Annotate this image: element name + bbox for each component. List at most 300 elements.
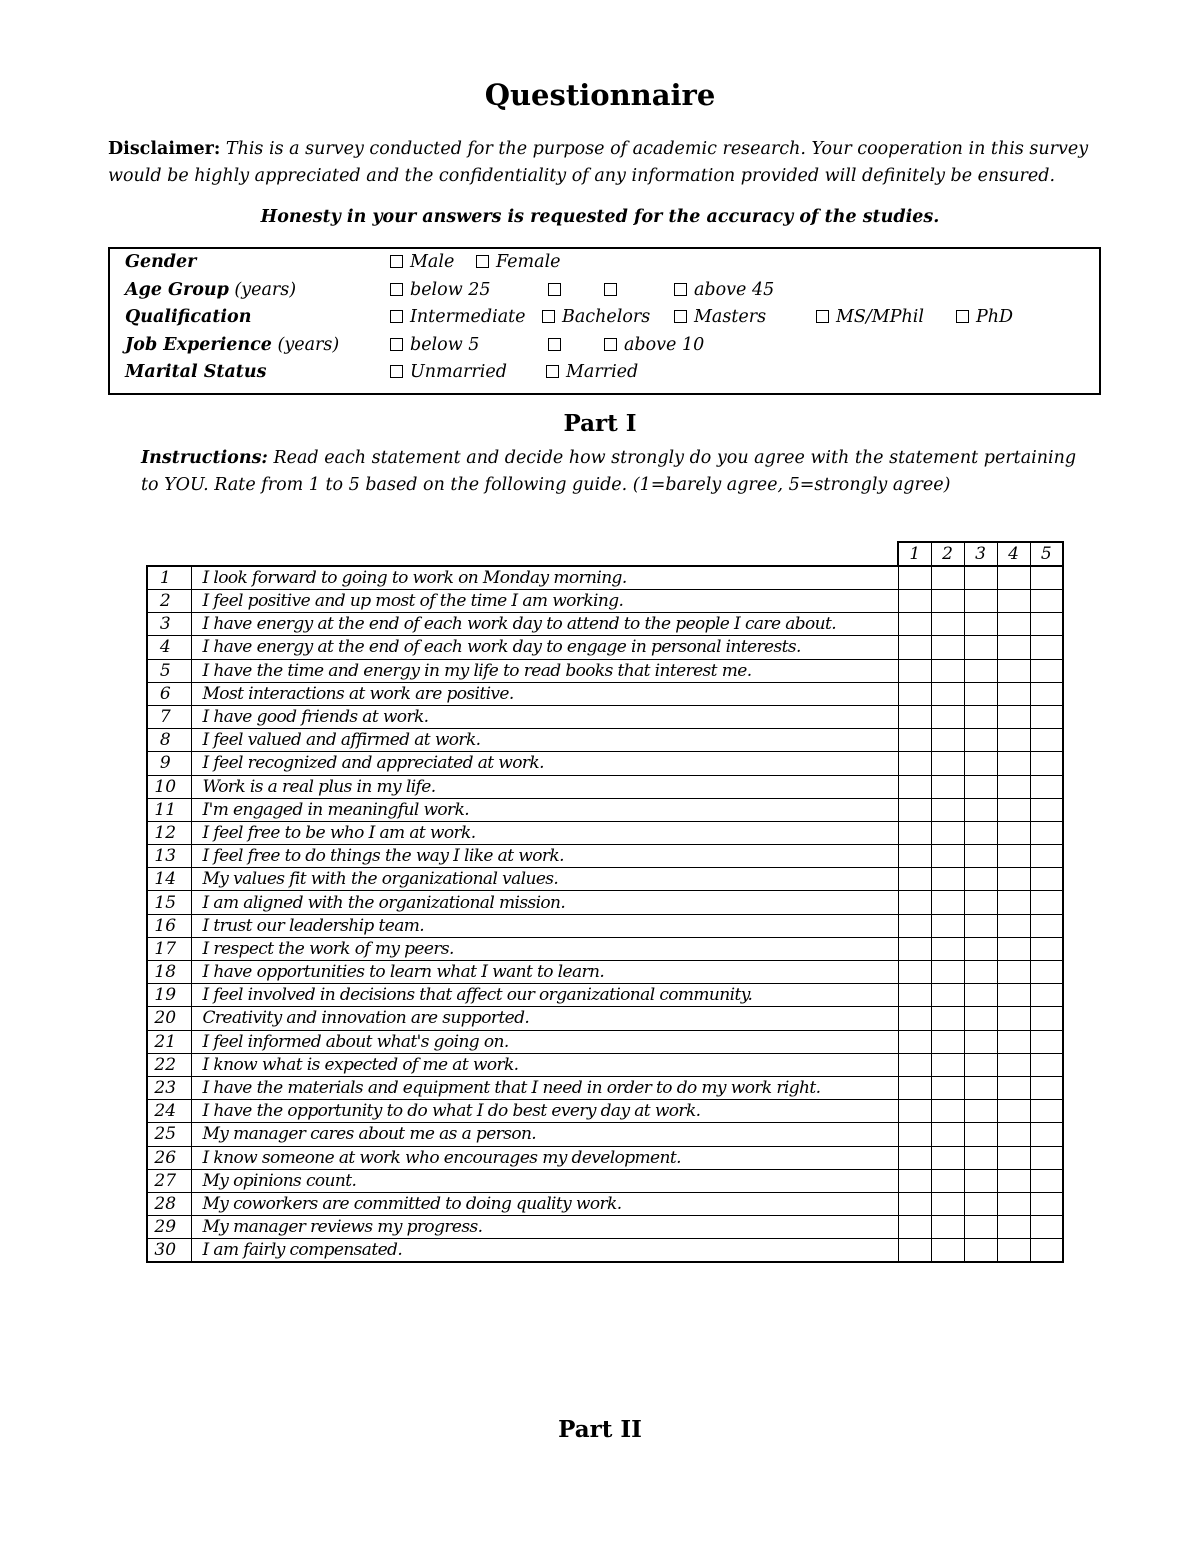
checkbox[interactable] [816, 310, 829, 323]
rating-cell-5[interactable] [1030, 613, 1063, 636]
statement-number: 2 [147, 590, 191, 613]
rating-cell-5[interactable] [1030, 1007, 1063, 1030]
instructions-label: Instructions: [141, 448, 268, 468]
statement-number: 14 [147, 868, 191, 891]
rating-cell-3[interactable] [964, 729, 997, 752]
rating-cell-4[interactable] [997, 1007, 1030, 1030]
experience-option-above-10[interactable]: above 10 [604, 335, 704, 355]
table-row [147, 961, 1063, 984]
statement-text: My opinions count. [191, 1169, 898, 1192]
statement-text: Most interactions at work are positive. [191, 682, 898, 705]
rating-cell-3[interactable] [964, 752, 997, 775]
rating-cell-5[interactable] [1030, 914, 1063, 937]
rating-cell-2[interactable] [931, 682, 964, 705]
rating-cell-3[interactable] [964, 937, 997, 960]
rating-cell-4[interactable] [997, 613, 1030, 636]
statement-number: 16 [147, 914, 191, 937]
statement-text: I have the opportunity to do what I do best every day at work. [191, 1100, 898, 1123]
checkbox[interactable] [390, 255, 403, 268]
rating-cell-4[interactable] [997, 984, 1030, 1007]
rating-cell-2[interactable] [931, 1146, 964, 1169]
statement-number: 4 [147, 636, 191, 659]
gender-row [110, 252, 1099, 278]
rating-cell-1[interactable] [898, 775, 931, 798]
rating-cell-3[interactable] [964, 845, 997, 868]
table-row [147, 1030, 1063, 1053]
rating-cell-5[interactable] [1030, 821, 1063, 844]
rating-cell-4[interactable] [997, 1216, 1030, 1239]
checkbox[interactable] [542, 310, 555, 323]
rating-cell-4[interactable] [997, 845, 1030, 868]
rating-cell-5[interactable] [1030, 1169, 1063, 1192]
table-row [147, 1076, 1063, 1099]
rating-cell-2[interactable] [931, 659, 964, 682]
rating-cell-1[interactable] [898, 891, 931, 914]
rating-cell-3[interactable] [964, 1169, 997, 1192]
gender-label: Gender [125, 252, 197, 272]
rating-cell-3[interactable] [964, 1239, 997, 1263]
rating-cell-2[interactable] [931, 914, 964, 937]
statement-text: Work is a real plus in my life. [191, 775, 898, 798]
rating-cell-3[interactable] [964, 961, 997, 984]
experience-label: Job Experience (years) [125, 335, 340, 355]
rating-cell-1[interactable] [898, 1053, 931, 1076]
rating-cell-1[interactable] [898, 1007, 931, 1030]
rating-table [146, 541, 1064, 1263]
gender-option-male[interactable]: Male [390, 252, 454, 272]
rating-cell-2[interactable] [931, 937, 964, 960]
age-option-below-25[interactable]: below 25 [390, 280, 491, 300]
rating-cell-5[interactable] [1030, 1100, 1063, 1123]
rating-cell-4[interactable] [997, 566, 1030, 590]
table-row [147, 1192, 1063, 1215]
table-row [147, 1239, 1063, 1263]
rating-cell-1[interactable] [898, 961, 931, 984]
rating-cell-3[interactable] [964, 798, 997, 821]
rating-cell-2[interactable] [931, 636, 964, 659]
rating-cell-5[interactable] [1030, 868, 1063, 891]
rating-cell-4[interactable] [997, 1239, 1030, 1263]
scale-header-1: 1 [898, 542, 931, 566]
rating-cell-3[interactable] [964, 659, 997, 682]
table-row [147, 891, 1063, 914]
rating-cell-4[interactable] [997, 914, 1030, 937]
statement-number: 23 [147, 1076, 191, 1099]
rating-cell-2[interactable] [931, 566, 964, 590]
statement-text: My manager reviews my progress. [191, 1216, 898, 1239]
statement-text: I have energy at the end of each work day to attend to the people I care about. [191, 613, 898, 636]
rating-cell-4[interactable] [997, 1123, 1030, 1146]
rating-cell-1[interactable] [898, 566, 931, 590]
rating-cell-3[interactable] [964, 868, 997, 891]
statement-number: 20 [147, 1007, 191, 1030]
rating-cell-3[interactable] [964, 1146, 997, 1169]
statement-number: 22 [147, 1053, 191, 1076]
statement-text: I feel positive and up most of the time I am working. [191, 590, 898, 613]
rating-cell-5[interactable] [1030, 1239, 1063, 1263]
checkbox[interactable] [604, 283, 617, 296]
statement-number: 25 [147, 1123, 191, 1146]
rating-cell-5[interactable] [1030, 1146, 1063, 1169]
statement-text: My values fit with the organizational values. [191, 868, 898, 891]
table-row [147, 613, 1063, 636]
rating-cell-5[interactable] [1030, 682, 1063, 705]
table-row [147, 1216, 1063, 1239]
rating-cell-4[interactable] [997, 961, 1030, 984]
statement-text: I have opportunities to learn what I want to learn. [191, 961, 898, 984]
qualification-option-msmphil[interactable]: MS/MPhil [816, 307, 924, 327]
rating-cell-5[interactable] [1030, 566, 1063, 590]
rating-cell-2[interactable] [931, 1123, 964, 1146]
rating-cell-1[interactable] [898, 613, 931, 636]
statement-number: 21 [147, 1030, 191, 1053]
statement-number: 17 [147, 937, 191, 960]
rating-cell-2[interactable] [931, 1192, 964, 1215]
experience-row [110, 335, 1099, 361]
checkbox[interactable] [674, 283, 687, 296]
statement-text: I feel recognized and appreciated at work. [191, 752, 898, 775]
rating-cell-2[interactable] [931, 729, 964, 752]
rating-cell-3[interactable] [964, 682, 997, 705]
qualification-option-bachelors[interactable]: Bachelors [542, 307, 650, 327]
rating-cell-1[interactable] [898, 937, 931, 960]
table-row [147, 729, 1063, 752]
statement-number: 26 [147, 1146, 191, 1169]
rating-cell-3[interactable] [964, 636, 997, 659]
table-row [147, 1100, 1063, 1123]
rating-cell-2[interactable] [931, 1216, 964, 1239]
rating-cell-5[interactable] [1030, 590, 1063, 613]
statement-number: 5 [147, 659, 191, 682]
rating-cell-2[interactable] [931, 798, 964, 821]
rating-cell-3[interactable] [964, 1007, 997, 1030]
rating-cell-1[interactable] [898, 1216, 931, 1239]
rating-cell-5[interactable] [1030, 1053, 1063, 1076]
rating-cell-1[interactable] [898, 729, 931, 752]
table-row [147, 1007, 1063, 1030]
statement-number: 19 [147, 984, 191, 1007]
checkbox[interactable] [390, 283, 403, 296]
rating-cell-4[interactable] [997, 798, 1030, 821]
statement-text: I feel free to do things the way I like at work. [191, 845, 898, 868]
rating-cell-1[interactable] [898, 984, 931, 1007]
rating-cell-4[interactable] [997, 1053, 1030, 1076]
header-blank [191, 542, 898, 566]
disclaimer [108, 136, 1098, 190]
rating-cell-2[interactable] [931, 984, 964, 1007]
rating-cell-4[interactable] [997, 1146, 1030, 1169]
rating-cell-5[interactable] [1030, 1030, 1063, 1053]
rating-cell-2[interactable] [931, 845, 964, 868]
rating-cell-1[interactable] [898, 821, 931, 844]
rating-cell-2[interactable] [931, 775, 964, 798]
statement-number: 28 [147, 1192, 191, 1215]
table-row [147, 821, 1063, 844]
rating-cell-2[interactable] [931, 590, 964, 613]
rating-cell-1[interactable] [898, 1239, 931, 1263]
rating-cell-4[interactable] [997, 868, 1030, 891]
rating-cell-3[interactable] [964, 984, 997, 1007]
rating-cell-5[interactable] [1030, 775, 1063, 798]
statement-number: 15 [147, 891, 191, 914]
rating-cell-2[interactable] [931, 1053, 964, 1076]
statement-number: 11 [147, 798, 191, 821]
statement-number: 1 [147, 566, 191, 590]
table-row [147, 868, 1063, 891]
rating-cell-2[interactable] [931, 891, 964, 914]
rating-cell-5[interactable] [1030, 984, 1063, 1007]
statement-text: I respect the work of my peers. [191, 937, 898, 960]
rating-cell-4[interactable] [997, 937, 1030, 960]
marital-option-unmarried[interactable]: Unmarried [390, 362, 507, 382]
statement-number: 30 [147, 1239, 191, 1263]
rating-cell-5[interactable] [1030, 1076, 1063, 1099]
age-option-2[interactable] [548, 280, 568, 300]
statement-text: I'm engaged in meaningful work. [191, 798, 898, 821]
statement-text: I have energy at the end of each work day to engage in personal interests. [191, 636, 898, 659]
marital-row [110, 362, 1099, 388]
table-row [147, 636, 1063, 659]
rating-cell-1[interactable] [898, 798, 931, 821]
qualification-row [110, 307, 1099, 333]
rating-cell-4[interactable] [997, 1030, 1030, 1053]
rating-cell-3[interactable] [964, 705, 997, 728]
rating-cell-1[interactable] [898, 752, 931, 775]
rating-cell-2[interactable] [931, 613, 964, 636]
rating-cell-2[interactable] [931, 1030, 964, 1053]
statement-number: 7 [147, 705, 191, 728]
age-label: Age Group (years) [125, 280, 297, 300]
qualification-option-intermediate[interactable]: Intermediate [390, 307, 526, 327]
rating-cell-1[interactable] [898, 1123, 931, 1146]
statement-text: I have the materials and equipment that I need in order to do my work right. [191, 1076, 898, 1099]
statement-text: My manager cares about me as a person. [191, 1123, 898, 1146]
age-option-3[interactable] [604, 280, 624, 300]
statement-text: I feel informed about what's going on. [191, 1030, 898, 1053]
rating-cell-3[interactable] [964, 914, 997, 937]
checkbox[interactable] [390, 338, 403, 351]
table-row [147, 845, 1063, 868]
statement-number: 12 [147, 821, 191, 844]
rating-cell-5[interactable] [1030, 891, 1063, 914]
checkbox[interactable] [548, 338, 561, 351]
table-row [147, 705, 1063, 728]
rating-cell-1[interactable] [898, 845, 931, 868]
instructions-text: Read each statement and decide how strongly do you agree with the statement pertaining to YOU. Rate from 1 to 5 based on the following guide. (1=barely agree, 5=strongly agree) [141, 448, 1077, 495]
rating-cell-4[interactable] [997, 775, 1030, 798]
statement-number: 27 [147, 1169, 191, 1192]
part-one-heading: Part I [563, 410, 637, 437]
statement-text: I feel involved in decisions that affect our organizational community. [191, 984, 898, 1007]
checkbox[interactable] [604, 338, 617, 351]
statement-number: 9 [147, 752, 191, 775]
scale-header-4: 4 [997, 542, 1030, 566]
rating-cell-1[interactable] [898, 636, 931, 659]
table-row [147, 937, 1063, 960]
rating-cell-5[interactable] [1030, 705, 1063, 728]
rating-cell-3[interactable] [964, 613, 997, 636]
table-row [147, 752, 1063, 775]
rating-cell-4[interactable] [997, 729, 1030, 752]
rating-cell-1[interactable] [898, 1076, 931, 1099]
rating-cell-4[interactable] [997, 705, 1030, 728]
age-option-above-45[interactable]: above 45 [674, 280, 774, 300]
table-row [147, 798, 1063, 821]
statement-number: 10 [147, 775, 191, 798]
rating-cell-4[interactable] [997, 1100, 1030, 1123]
rating-cell-5[interactable] [1030, 845, 1063, 868]
rating-cell-4[interactable] [997, 1192, 1030, 1215]
statement-text: I feel free to be who I am at work. [191, 821, 898, 844]
statement-text: I am aligned with the organizational mission. [191, 891, 898, 914]
rating-cell-5[interactable] [1030, 1123, 1063, 1146]
rating-cell-5[interactable] [1030, 1192, 1063, 1215]
rating-cell-5[interactable] [1030, 961, 1063, 984]
rating-header-row [147, 542, 1063, 566]
checkbox[interactable] [546, 365, 559, 378]
checkbox[interactable] [956, 310, 969, 323]
rating-cell-5[interactable] [1030, 729, 1063, 752]
rating-cell-3[interactable] [964, 1216, 997, 1239]
rating-cell-2[interactable] [931, 752, 964, 775]
rating-cell-3[interactable] [964, 821, 997, 844]
rating-cell-1[interactable] [898, 590, 931, 613]
checkbox[interactable] [674, 310, 687, 323]
rating-cell-4[interactable] [997, 590, 1030, 613]
statement-text: I know someone at work who encourages my development. [191, 1146, 898, 1169]
rating-cell-1[interactable] [898, 1192, 931, 1215]
rating-cell-4[interactable] [997, 1169, 1030, 1192]
statement-text: I have good friends at work. [191, 705, 898, 728]
rating-cell-1[interactable] [898, 868, 931, 891]
rating-cell-2[interactable] [931, 1239, 964, 1263]
rating-cell-1[interactable] [898, 1030, 931, 1053]
table-row [147, 1146, 1063, 1169]
statement-number: 24 [147, 1100, 191, 1123]
statement-number: 13 [147, 845, 191, 868]
rating-cell-3[interactable] [964, 1123, 997, 1146]
statement-text: I know what is expected of me at work. [191, 1053, 898, 1076]
rating-cell-1[interactable] [898, 705, 931, 728]
part-two-heading: Part II [558, 1416, 642, 1443]
rating-cell-4[interactable] [997, 682, 1030, 705]
rating-cell-4[interactable] [997, 1076, 1030, 1099]
rating-cell-5[interactable] [1030, 1216, 1063, 1239]
rating-cell-2[interactable] [931, 1076, 964, 1099]
scale-header-2: 2 [931, 542, 964, 566]
table-row [147, 1169, 1063, 1192]
rating-cell-5[interactable] [1030, 937, 1063, 960]
table-row [147, 1053, 1063, 1076]
marital-option-married[interactable]: Married [546, 362, 638, 382]
age-row [110, 280, 1099, 306]
checkbox[interactable] [390, 310, 403, 323]
rating-cell-2[interactable] [931, 821, 964, 844]
honesty-note: Honesty in your answers is requested for the accuracy of the studies. [260, 207, 940, 227]
disclaimer-text: This is a survey conducted for the purpose of academic research. Your cooperation in this survey would be highly appreciated and the confidentiality of any information provided will definitely be ensured. [108, 139, 1089, 186]
rating-cell-5[interactable] [1030, 752, 1063, 775]
demographics-box [108, 247, 1101, 395]
statement-text: I feel valued and affirmed at work. [191, 729, 898, 752]
rating-cell-3[interactable] [964, 590, 997, 613]
statement-number: 3 [147, 613, 191, 636]
rating-cell-3[interactable] [964, 775, 997, 798]
header-blank [147, 542, 191, 566]
table-row [147, 1123, 1063, 1146]
table-row [147, 590, 1063, 613]
rating-cell-5[interactable] [1030, 659, 1063, 682]
rating-cell-3[interactable] [964, 891, 997, 914]
qualification-label: Qualification [125, 307, 252, 327]
statement-text: Creativity and innovation are supported. [191, 1007, 898, 1030]
rating-cell-1[interactable] [898, 1169, 931, 1192]
disclaimer-label: Disclaimer: [108, 139, 221, 159]
rating-cell-5[interactable] [1030, 798, 1063, 821]
rating-cell-2[interactable] [931, 1169, 964, 1192]
rating-cell-2[interactable] [931, 961, 964, 984]
rating-cell-2[interactable] [931, 1007, 964, 1030]
rating-cell-1[interactable] [898, 914, 931, 937]
rating-cell-3[interactable] [964, 566, 997, 590]
rating-cell-3[interactable] [964, 1100, 997, 1123]
statement-number: 18 [147, 961, 191, 984]
experience-option-2[interactable] [548, 335, 568, 355]
statement-text: I have the time and energy in my life to read books that interest me. [191, 659, 898, 682]
rating-cell-3[interactable] [964, 1030, 997, 1053]
gender-option-female[interactable]: Female [476, 252, 561, 272]
rating-cell-2[interactable] [931, 1100, 964, 1123]
rating-cell-4[interactable] [997, 752, 1030, 775]
statement-text: I trust our leadership team. [191, 914, 898, 937]
experience-option-below-5[interactable]: below 5 [390, 335, 479, 355]
rating-cell-5[interactable] [1030, 636, 1063, 659]
statement-text: I look forward to going to work on Monday morning. [191, 566, 898, 590]
statement-number: 29 [147, 1216, 191, 1239]
qualification-option-masters[interactable]: Masters [674, 307, 766, 327]
table-row [147, 984, 1063, 1007]
rating-cell-3[interactable] [964, 1053, 997, 1076]
rating-cell-4[interactable] [997, 891, 1030, 914]
rating-cell-1[interactable] [898, 659, 931, 682]
rating-cell-4[interactable] [997, 636, 1030, 659]
rating-cell-2[interactable] [931, 705, 964, 728]
table-row [147, 914, 1063, 937]
table-row [147, 682, 1063, 705]
rating-cell-2[interactable] [931, 868, 964, 891]
checkbox[interactable] [390, 365, 403, 378]
table-row [147, 775, 1063, 798]
table-row [147, 659, 1063, 682]
rating-cell-1[interactable] [898, 1100, 931, 1123]
checkbox[interactable] [548, 283, 561, 296]
page-title: Questionnaire [484, 78, 716, 112]
statement-number: 8 [147, 729, 191, 752]
statement-text: I am fairly compensated. [191, 1239, 898, 1263]
rating-cell-4[interactable] [997, 659, 1030, 682]
rating-cell-1[interactable] [898, 1146, 931, 1169]
rating-cell-4[interactable] [997, 821, 1030, 844]
checkbox[interactable] [476, 255, 489, 268]
marital-label: Marital Status [125, 362, 267, 382]
table-row [147, 566, 1063, 590]
scale-header-5: 5 [1030, 542, 1063, 566]
rating-cell-3[interactable] [964, 1076, 997, 1099]
rating-cell-3[interactable] [964, 1192, 997, 1215]
qualification-option-phd[interactable]: PhD [956, 307, 1013, 327]
instructions [141, 445, 1081, 499]
statement-number: 6 [147, 682, 191, 705]
rating-cell-1[interactable] [898, 682, 931, 705]
